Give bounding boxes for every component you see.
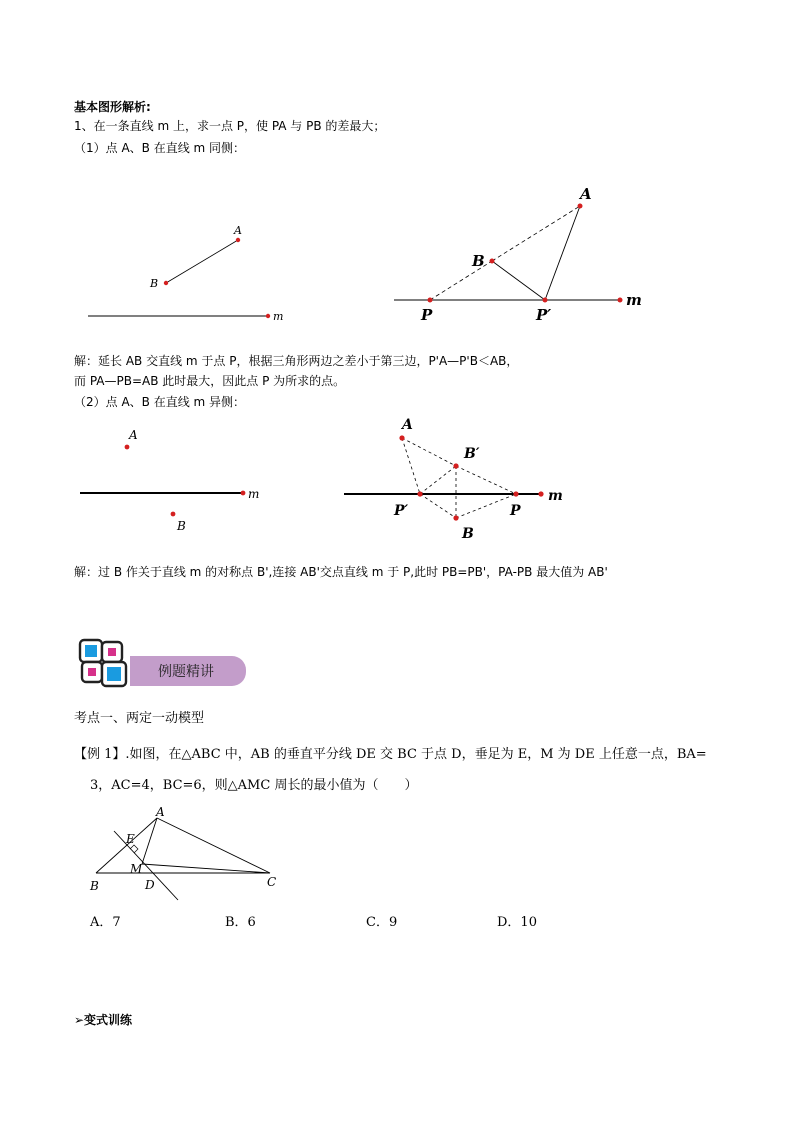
label-A: A [580, 185, 592, 203]
label-P: P [421, 306, 433, 324]
label-B: B [177, 519, 186, 533]
label-m: m [273, 310, 284, 323]
example1-line2: 3，AC=4，BC=6，则△AMC 周长的最小值为（ ） [90, 778, 418, 793]
label-A: A [156, 805, 165, 819]
label-B: B [472, 252, 485, 270]
label-m: m [548, 488, 563, 504]
label-P-prime: P′ [536, 306, 552, 324]
banner-title: 例题精讲 [158, 664, 214, 680]
case1-title: （1）点 A、B 在直线 m 同侧： [74, 141, 246, 155]
section-header: 基本图形解析: [74, 100, 151, 114]
option-c[interactable]: C．9 [366, 915, 398, 930]
option-d[interactable]: D．10 [497, 915, 537, 930]
label-C: C [267, 875, 277, 889]
label-B-prime: B′ [464, 446, 480, 462]
option-a[interactable]: A．7 [90, 915, 121, 930]
option-b[interactable]: B．6 [225, 915, 256, 930]
label-D: D [145, 878, 155, 892]
label-m: m [626, 291, 642, 309]
label-A: A [402, 417, 413, 433]
example1-line1: 【例 1】.如图，在△ABC 中，AB 的垂直平分线 DE 交 BC 于点 D，垂足为 E，M 为 DE 上任意一点，BA= [74, 747, 707, 762]
case1-solution-line1: 解：延长 AB 交直线 m 于点 P，根据三角形两边之差小于第三边，P'A—P'B＜AB， [74, 354, 519, 368]
topic-title: 考点一、两定一动模型 [74, 711, 205, 726]
problem1-title: 1、在一条直线 m 上，求一点 P，使 PA 与 PB 的差最大； [74, 119, 386, 133]
case2-solution: 解：过 B 作关于直线 m 的对称点 B',连接 AB'交点直线 m 于 P,此时 PB=PB'，PA-PB 最大值为 AB' [74, 565, 608, 579]
label-A: A [234, 224, 242, 237]
label-B: B [90, 879, 99, 893]
label-m: m [248, 487, 260, 501]
label-E: E [126, 832, 135, 846]
case2-title: （2）点 A、B 在直线 m 异侧： [74, 395, 246, 409]
label-P-prime: P′ [394, 503, 409, 519]
label-B: B [462, 526, 474, 542]
label-B: B [150, 277, 159, 290]
label-M: M [130, 862, 143, 876]
variant-training-heading: ➢变式训练 [74, 1013, 133, 1027]
case1-solution-line2: 而 PA—PB=AB 此时最大，因此点 P 为所求的点。 [74, 374, 346, 388]
label-A: A [129, 428, 138, 442]
label-P: P [510, 503, 521, 519]
